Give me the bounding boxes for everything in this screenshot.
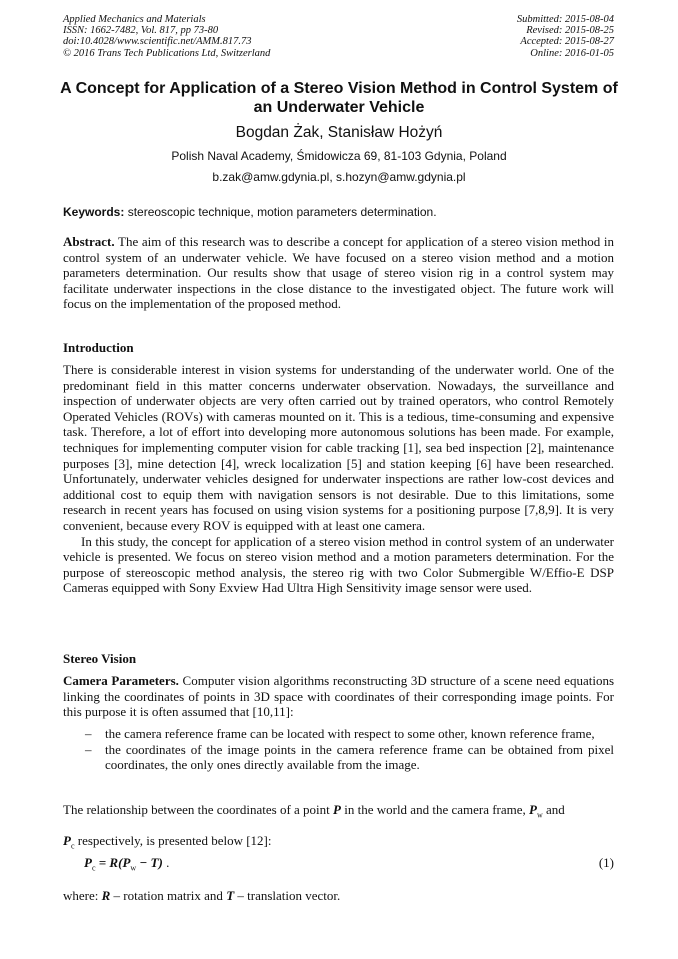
revised-date: Revised: 2015-08-25: [526, 25, 614, 37]
text: respectively, is presented below [12]:: [74, 832, 272, 848]
text: – rotation matrix and: [110, 888, 227, 903]
symbol: P: [122, 855, 131, 870]
item-text: the camera reference frame can be located with respect to some other, known reference frame,: [105, 726, 595, 741]
affiliation: Polish Naval Academy, Śmidowicza 69, 81-103 Gdynia, Poland: [171, 149, 507, 163]
paragraph: In this study, the concept for application of a stereo vision method in control system of an underwater vehicle is presented. We focus on stereo vision method and a motion parameters determination. For the purpose of stereoscopic method analysis, the stereo rig with two Color Submergible W/Effio-E DSP Cameras equipped with Sony Exview Had Ultra High Sensitivity image sensor were used.: [63, 533, 614, 596]
item-text: the coordinates of the image points in the camera reference frame can be obtained from pixel coordinates, the only ones directly available from the image.: [105, 741, 614, 773]
journal-info: [63, 14, 270, 59]
introduction-body: [63, 362, 614, 596]
online-date: Online: 2016-01-05: [530, 47, 614, 59]
symbol: R: [101, 888, 111, 903]
text: .: [162, 855, 170, 870]
symbol: T: [226, 888, 235, 903]
keywords-text: stereoscopic technique, motion parameters determination.: [124, 205, 437, 219]
submitted-date: Submitted: 2015-08-04: [516, 14, 614, 25]
copyright: © 2016 Trans Tech Publications Ltd, Switzerland: [63, 47, 271, 59]
abstract: [63, 234, 614, 312]
symbol: − T): [136, 855, 163, 870]
emails: b.zak@amw.gdynia.pl, s.hozyn@amw.gdynia.pl: [212, 170, 466, 184]
abstract-label: Abstract.: [63, 234, 115, 249]
keywords: [63, 205, 614, 221]
introduction-heading: Introduction: [63, 340, 134, 355]
authors: Bogdan Żak, Stanisław Hożyń: [235, 124, 443, 141]
list-item: [63, 742, 614, 773]
subheading: Camera Parameters.: [63, 673, 179, 688]
dash: –: [85, 726, 92, 741]
symbol: = R(: [95, 855, 123, 870]
keywords-label: Keywords:: [63, 205, 125, 219]
camera-parameters: [63, 673, 614, 720]
text: – translation vector.: [234, 888, 341, 903]
relationship-text: [63, 797, 614, 858]
abstract-text: The aim of this research was to describe a concept for application of a stereo vision method in control system of an underwater vehicle. We have focused on a stereo vision method and a motion parameters determination. Our results show that usage of stereo vision rig in a control system may facilitate underwater inspections in the close distance to the investigated object. The future work will focus on the implementation of the proposed method.: [63, 234, 614, 312]
stereo-vision-heading: Stereo Vision: [63, 651, 137, 666]
paragraph: There is considerable interest in vision systems for understanding of the underwater world. One of the predominant field in this matter concerns underwater observation. Nowadays, the surveillance and inspection of underwater objects are very often carried out by trained operators, who control Remotely Operated Vehicles (ROVs) with cameras mounted on it. This is a tedious, time-consuming and expensive task. Therefore, a lot of effort into developing more autonomous solutions has been made. For example, techniques for implementing computer vision for cable tracking [1], sea bed inspection [2], maintenance purposes [3], mine detection [4], wreck localization [5] and station keeping [6] have been researched. Unfortunately, underwater vehicles designed for underwater inspections are rather low-cost devices and additional cost to equip them with navigation sensors is not desirable. Due to this limitations, some research in recent years has focused on using vision systems for a positioning purpose [7,8,9]. It is very convenient, because every ROV is equipped with at least one camera.: [63, 362, 614, 533]
subscript: w: [537, 810, 543, 820]
symbol: P: [333, 802, 341, 817]
symbol: P: [84, 855, 92, 870]
symbol: P: [529, 802, 537, 817]
symbol: P: [63, 832, 71, 848]
dates-info: [517, 14, 614, 59]
dash: –: [85, 741, 92, 757]
subscript: c: [91, 863, 96, 873]
equation-number: (1): [598, 855, 614, 870]
subscript: c: [70, 841, 75, 851]
where-text: [63, 888, 614, 904]
text: The relationship between the coordinates of a point: [63, 802, 334, 817]
journal-name: Applied Mechanics and Materials: [63, 14, 206, 25]
text: and: [542, 802, 565, 817]
text: where:: [63, 888, 102, 903]
assumption-list: [63, 726, 614, 773]
equation-1: [84, 855, 614, 876]
accepted-date: Accepted: 2015-08-27: [520, 36, 614, 48]
subscript: w: [130, 863, 137, 873]
paper-title: A Concept for Application of a Stereo Vision Method in Control System of an Underwater Vehicle: [60, 80, 618, 116]
doi: doi:10.4028/www.scientific.net/AMM.817.73: [63, 36, 252, 48]
list-item: [63, 726, 614, 742]
text: in the world and the camera frame,: [340, 802, 530, 817]
issn: ISSN: 1662-7482, Vol. 817, pp 73-80: [63, 25, 219, 37]
paragraph: Computer vision algorithms reconstructing 3D structure of a scene need equations linking the coordinates of points in 3D space with coordinates of their corresponding image points. For this purpose it is often assumed that [10,11]:: [63, 673, 614, 720]
